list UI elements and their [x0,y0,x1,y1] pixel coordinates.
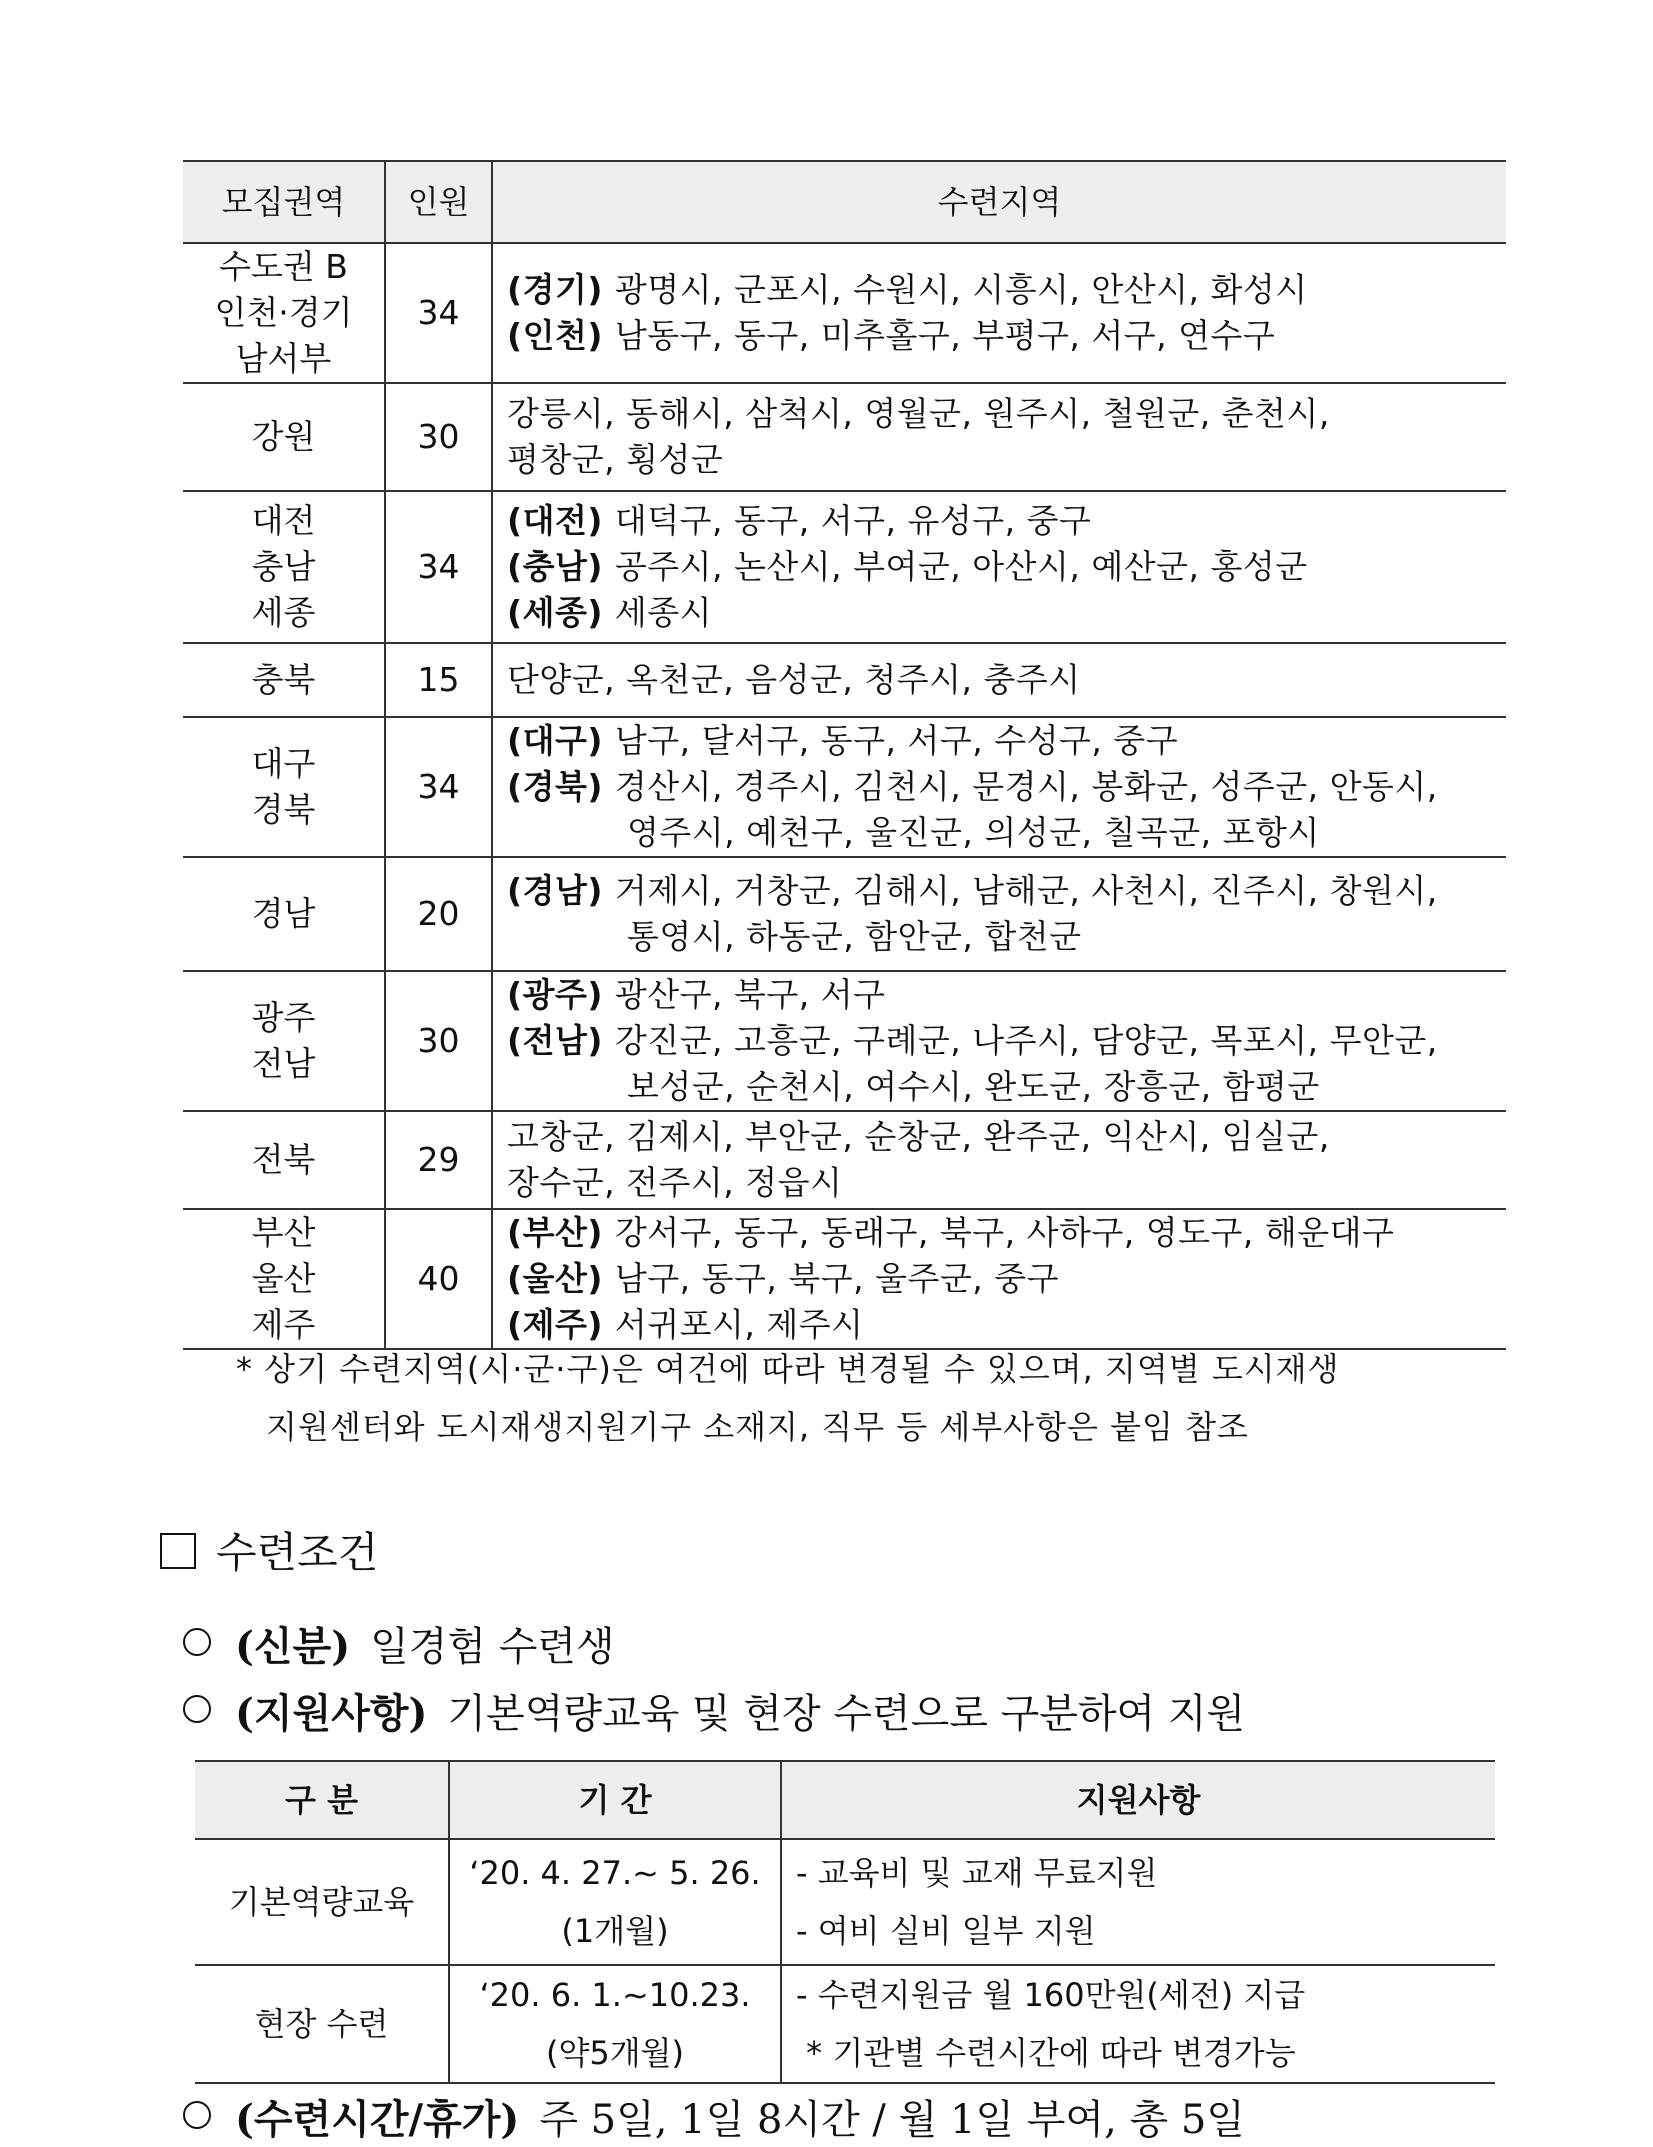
area-province-tag: (울산) [507,1259,603,1298]
area-list: 대덕구, 동구, 서구, 유성구, 중구 [614,501,1092,540]
region-table-header [183,161,1506,243]
region-name-line: 남서부 [235,339,332,378]
footnote-line-1: * 상기 수련지역(시·군·구)은 여건에 따라 변경될 수 있으며, 지역별 도시재생 [236,1350,1340,1388]
region-count: 29 [385,1111,492,1209]
region-count: 15 [385,643,492,717]
area-province-tag: (부산) [507,1213,603,1252]
bullet-hours [183,2088,1245,2145]
area-line [507,1210,1506,1256]
area-province-tag: (세종) [507,593,603,632]
support-row [195,1965,1495,2083]
area-province-tag: (제주) [507,1305,603,1344]
area-line [507,718,1506,764]
support-item: - 교육비 및 교재 무료지원 [796,1854,1158,1892]
area-line [507,1160,1506,1206]
area-province-tag: (경북) [507,767,603,806]
region-name-line: 전남 [251,1044,316,1083]
bullet-support [183,1682,1245,1739]
region-count: 34 [385,243,492,383]
region-areas [492,857,1506,971]
support-period-note: (1개월) [561,1912,669,1950]
header-period: 기 간 [449,1761,781,1839]
region-name-line: 강원 [251,417,316,456]
area-list: 단양군, 옥천군, 음성군, 청주시, 충주시 [507,660,1081,699]
area-list: 남동구, 동구, 미추홀구, 부평구, 서구, 연수구 [614,316,1276,355]
region-row [183,491,1506,643]
region-name-line: 세종 [251,593,316,632]
area-list: 고창군, 김제시, 부안군, 순창군, 완주군, 익산시, 임실군, [507,1117,1330,1156]
area-line [507,313,1506,359]
header-support: 지원사항 [781,1761,1495,1839]
region-name-line: 울산 [251,1259,316,1298]
header-category: 구 분 [195,1761,449,1839]
circle-bullet-icon [183,1628,211,1656]
region-name [183,1209,385,1349]
region-name [183,491,385,643]
section-title: 수련조건 [216,1528,379,1577]
circle-bullet-icon [183,2101,211,2129]
bullet-tag: (수련시간/휴가) [235,2096,520,2143]
footnote-line-2: 지원센터와 도시재생지원기구 소재지, 직무 등 세부사항은 붙임 참조 [266,1408,1249,1446]
area-line [507,914,1506,960]
bullet-tag: (지원사항) [235,1690,428,1737]
region-count: 40 [385,1209,492,1349]
region-table [183,160,1506,1350]
area-list: 광명시, 군포시, 수원시, 시흥시, 안산시, 화성시 [614,270,1308,309]
region-name-line: 대구 [251,744,316,783]
support-table [195,1760,1495,2084]
area-list: 남구, 달서구, 동구, 서구, 수성구, 중구 [614,721,1179,760]
region-row [183,1209,1506,1349]
area-line [507,810,1506,856]
area-province-tag: (충남) [507,547,603,586]
area-line [507,1018,1506,1064]
area-list: 강서구, 동구, 동래구, 북구, 사하구, 영도구, 해운대구 [614,1213,1395,1252]
area-list: 거제시, 거창군, 김해시, 남해군, 사천시, 진주시, 창원시, [614,871,1438,910]
area-list: 광산구, 북구, 서구 [614,975,886,1014]
area-line [507,1256,1506,1302]
area-list: 공주시, 논산시, 부여군, 아산시, 예산군, 홍성군 [614,547,1308,586]
region-name [183,383,385,491]
area-list: 세종시 [614,593,713,632]
area-line [507,657,1506,703]
region-areas [492,971,1506,1111]
support-table-header [195,1761,1495,1839]
region-areas [492,1111,1506,1209]
region-name-line: 제주 [251,1305,316,1344]
footnote [236,1340,1506,1456]
bullet-status [183,1615,615,1672]
bullet-text: 주 5일, 1일 8시간 / 월 1일 부여, 총 5일 [539,2097,1245,2143]
area-line [507,391,1506,437]
support-row [195,1839,1495,1965]
area-list: 서귀포시, 제주시 [614,1305,864,1344]
header-count: 인원 [385,161,492,243]
bullet-tag: (신분) [235,1623,351,1670]
region-row [183,971,1506,1111]
region-row [183,643,1506,717]
region-areas [492,243,1506,383]
area-list: 영주시, 예천구, 울진군, 의성군, 칠곡군, 포항시 [627,813,1320,852]
support-item: - 여비 실비 일부 지원 [796,1912,1096,1950]
region-areas [492,383,1506,491]
region-row [183,857,1506,971]
region-count: 30 [385,971,492,1111]
region-name [183,643,385,717]
support-items [781,1965,1495,2083]
region-name [183,857,385,971]
support-period: ‘20. 4. 27.∼ 5. 26. [469,1854,761,1892]
area-province-tag: (경남) [507,871,603,910]
region-row [183,243,1506,383]
region-name [183,1111,385,1209]
support-item: * 기관별 수련시간에 따라 변경가능 [796,2034,1296,2072]
area-province-tag: (광주) [507,975,603,1014]
area-list: 남구, 동구, 북구, 울주군, 중구 [614,1259,1059,1298]
area-province-tag: (경기) [507,270,603,309]
support-period-cell [449,1965,781,2083]
area-list: 경산시, 경주시, 김천시, 문경시, 봉화군, 성주군, 안동시, [614,767,1438,806]
region-name [183,243,385,383]
region-name-line: 수도권 B [219,247,348,286]
area-province-tag: (전남) [507,1021,603,1060]
area-line [507,1064,1506,1110]
bullet-text: 기본역량교육 및 현장 수련으로 구분하여 지원 [447,1691,1246,1737]
region-areas [492,643,1506,717]
region-count: 34 [385,491,492,643]
square-bullet-icon [160,1533,196,1569]
region-name-line: 충북 [251,660,316,699]
support-category: 기본역량교육 [195,1839,449,1965]
region-name-line: 부산 [251,1213,316,1252]
section-heading [160,1520,378,1580]
support-period-note: (약5개월) [545,2034,685,2072]
support-items [781,1839,1495,1965]
region-name-line: 전북 [251,1140,316,1179]
support-category: 현장 수련 [195,1965,449,2083]
area-list: 강릉시, 동해시, 삼척시, 영월군, 원주시, 철원군, 춘천시, [507,394,1330,433]
area-province-tag: (대전) [507,501,603,540]
area-list: 장수군, 전주시, 정읍시 [507,1163,843,1202]
region-row [183,383,1506,491]
circle-bullet-icon [183,1695,211,1723]
region-name-line: 경북 [251,790,316,829]
region-areas [492,491,1506,643]
region-row [183,717,1506,857]
region-count: 30 [385,383,492,491]
area-province-tag: (대구) [507,721,603,760]
support-period: ‘20. 6. 1.∼10.23. [479,1976,751,2014]
area-line [507,498,1506,544]
area-line [507,437,1506,483]
region-name-line: 충남 [251,547,316,586]
support-period-cell [449,1839,781,1965]
area-list: 평창군, 횡성군 [507,440,724,479]
area-line [507,764,1506,810]
region-count: 20 [385,857,492,971]
area-list: 통영시, 하동군, 함안군, 합천군 [627,917,1082,956]
region-name-line: 대전 [251,501,316,540]
support-item: - 수련지원금 월 160만원(세전) 지급 [796,1976,1306,2014]
region-count: 34 [385,717,492,857]
region-name-line: 인천·경기 [214,293,353,332]
region-name [183,971,385,1111]
area-list: 강진군, 고흥군, 구례군, 나주시, 담양군, 목포시, 무안군, [614,1021,1438,1060]
region-areas [492,1209,1506,1349]
region-row [183,1111,1506,1209]
region-name [183,717,385,857]
bullet-text: 일경험 수련생 [370,1624,615,1670]
area-line [507,868,1506,914]
area-list: 보성군, 순천시, 여수시, 완도군, 장흥군, 함평군 [627,1067,1320,1106]
region-name-line: 광주 [251,998,316,1037]
area-line [507,1114,1506,1160]
area-line [507,590,1506,636]
header-areas: 수련지역 [492,161,1506,243]
region-name-line: 경남 [251,894,316,933]
header-region: 모집권역 [183,161,385,243]
area-line [507,972,1506,1018]
area-line [507,544,1506,590]
area-line [507,267,1506,313]
region-areas [492,717,1506,857]
area-province-tag: (인천) [507,316,603,355]
